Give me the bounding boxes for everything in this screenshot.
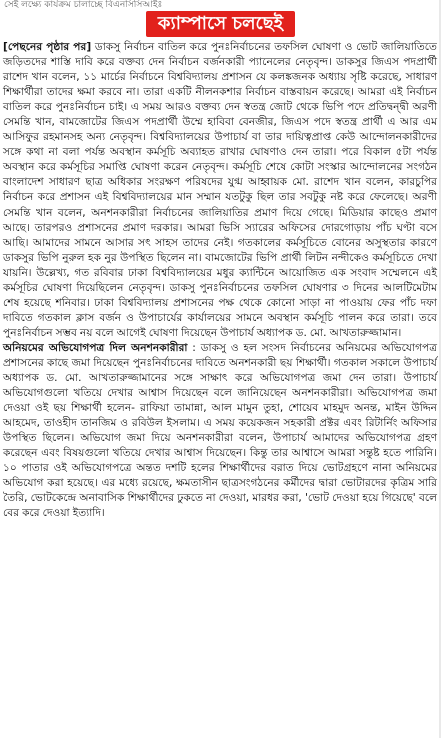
- article-body: [3, 40, 437, 522]
- paragraph-2-text: : ডাকসু ও হল সংসদ নির্বাচনের অনিয়মের অভিযোগপত্র প্রশাসনের কাছে জমা দিয়েছেন পুনঃনির্বাচনের দাবিতে অনশনকারী ছয় শিক্ষার্থী। গতকাল সকালে উপাচার্য অধ্যাপক ড. মো. আখতারুজ্জামানের সঙ্গে সাক্ষাৎ করে অভিযোগপত্র জমা দেন তারা। উপাচার্য অভিযোগগুলো খতিয়ে দেখার আশ্বাস দিয়েছেন বলে জানিয়েছেন অনশনকারীরা। অভিযোগপত্র জমা দেওয়া ওই ছয় শিক্ষার্থী হলেন- রাফিয়া তামান্না, আল মামুন তুহা, শোয়েব মাহমুদ অনন্ত, মাইন উদ্দিন আহমেদ, তাওহীদ তানজিম ও রবিউল ইসলাম। এ সময় কয়েকজন সহকারী প্রক্টর এবং রিটার্নিং অফিসার উপস্থিত ছিলেন। অভিযোগ জমা দিয়ে অনশনকারীরা বলেন, উপাচার্য আমাদের অভিযোগপত্র গ্রহণ করেছেন এবং বিষয়গুলো খতিয়ে দেখার আশ্বাস দিয়েছেন। কিন্তু তার আশ্বাসে আমরা সন্তুষ্ট হতে পারিনি। ১০ পাতার ওই অভিযোগপত্রে অন্তত দশটি হলের শিক্ষার্থীদের বরাত দিয়ে ভোটগ্রহণে নানা অনিয়মের অভিযোগ করা হয়েছে। এর মধ্যে রয়েছে, ক্ষমতাসীন ছাত্রসংগঠনের কর্মীদের দ্বারা ভোটারদের কৃত্রিম সারি তৈরি, ভোটকেন্দ্রে অনাবাসিক শিক্ষার্থীদের ঢুকতে না দেওয়া, মারধর করা, 'ভোট দেওয়া হয়ে গিয়েছে' বলে বের করে দেওয়া ইত্যাদি।: [3, 341, 437, 520]
- paragraph-1-text: ডাকসু নির্বাচন বাতিল করে পুনঃনির্বাচনের তফসিল ঘোষণা ও ভোট জালিয়াতিতে জড়িতদের শাস্তি দাবি করে বক্তব্য দেন নির্বাচন বর্জনকারী প্যানেলের নেতৃবৃন্দ। ডাকসুর জিএস পদপ্রার্থী রাশেদ খান বলেন, ১১ মার্চের নির্বাচনে বিশ্ববিদ্যালয় প্রশাসন যে কলঙ্কজনক অধ্যায় সৃষ্টি করেছে, সাধারণ শিক্ষার্থীরা তাদের ক্ষমা করবে না। তারা একটি নীলনকশার নির্বাচন বাস্তবায়ন করেছে। আমরা এই নির্বাচন বাতিল করে পুনঃনির্বাচন চাই। এ সময় আরও বক্তব্য দেন স্বতন্ত্র জোট থেকে ভিপি পদে প্রতিদ্বন্দ্বী অরণী সেমন্তি খান, বামজোটের জিএস পদপ্রার্থী উম্মে হাবিবা বেনজীর, জিএস পদে স্বতন্ত্র প্রার্থী এ আর এম আসিফুর রহমানসহ অন্য নেতৃবৃন্দ। বিশ্ববিদ্যালয়ের উপাচার্য বা তার দায়িত্বপ্রাপ্ত কেউ আন্দোলনকারীদের সঙ্গে কথা না বলা পর্যন্ত অবস্থান কর্মসূচি অব্যাহত রাখার ঘোষণাও দেন তারা। পরে বিকাল ৫টা পর্যন্ত অবস্থান করে কর্মসূচির সমাপ্তি ঘোষণা করেন নেতৃবৃন্দ। কর্মসূচি শেষে কোটা সংস্কার আন্দোলনের সংগঠন বাংলাদেশ সাধারণ ছাত্র অধিকার সংরক্ষণ পরিষদের যুগ্ম আহ্বায়ক মো. রাশেদ খান বলেন, কারচুপির নির্বাচন করে প্রশাসন এই বিশ্ববিদ্যালয়ের মান সম্মান যতটুকু ছিল তার সবটুকু নষ্ট করে ফেলেছে। অরণী সেমন্তি খান বলেন, অনশনকারীরা নির্বাচনের জালিয়াতির প্রমাণ দিয়ে গেছে। মিডিয়ার কাছেও প্রমাণ আছে। তারপরও প্রশাসনের প্রমাণ দরকার। আমরা ভিসি স্যারের অফিসের দোরগোড়ায় পাঁচ ঘণ্টা বসে আছি। আমাদের সামনে আসার সৎ সাহস তাদের নেই। গতকালের কর্মসূচিতে বোনের অসুস্থতার কারণে ডাকসুর ভিপি নুরুল হক নুর উপস্থিত ছিলেন না। বামজোটের ভিপি প্রার্থী লিটন নন্দীকেও কর্মসূচিতে দেখা যায়নি। উল্লেখ্য, গত রবিবার ঢাকা বিশ্ববিদ্যালয়ের মধুর ক্যান্টিনে আয়োজিত এক সংবাদ সম্মেলনে এই কর্মসূচির ঘোষণা দিয়েছিলেন নেতৃবৃন্দ। ডাকসু পুনঃনির্বাচনের তফসিল ঘোষণার ৩ দিনের আলটিমেটাম শেষ হয়েছে শনিবার। ঢাকা বিশ্ববিদ্যালয় প্রশাসনের পক্ষ থেকে কোনো সাড়া না পাওয়ায় ফের পাঁচ দফা দাবিতে গতকাল ক্লাস বর্জন ও উপাচার্যের কার্যালয়ের সামনে অবস্থান কর্মসূচি পালন করে তারা। তবে পুনঃনির্বাচন সম্ভব নয় বলে আগেই ঘোষণা দিয়েছেন উপাচার্য অধ্যাপক ড. মো. আখতারুজ্জামান।: [3, 41, 437, 339]
- continued-from-tag: [পেছনের পৃষ্ঠার পর]: [3, 41, 92, 53]
- article-paragraph-1: [3, 40, 437, 341]
- article-paragraph-2: [3, 341, 437, 522]
- headline-container: [0, 11, 441, 37]
- subheadline: অনিয়মের অভিযোগপত্র দিল অনশনকারীরা: [3, 341, 188, 354]
- cut-off-top-line: সেই লক্ষ্যে কার্যক্রম চালাচ্ছে বিএনসিসিআইঃ: [4, 0, 163, 10]
- headline: ক্যাম্পাসে চলছেই: [146, 11, 295, 37]
